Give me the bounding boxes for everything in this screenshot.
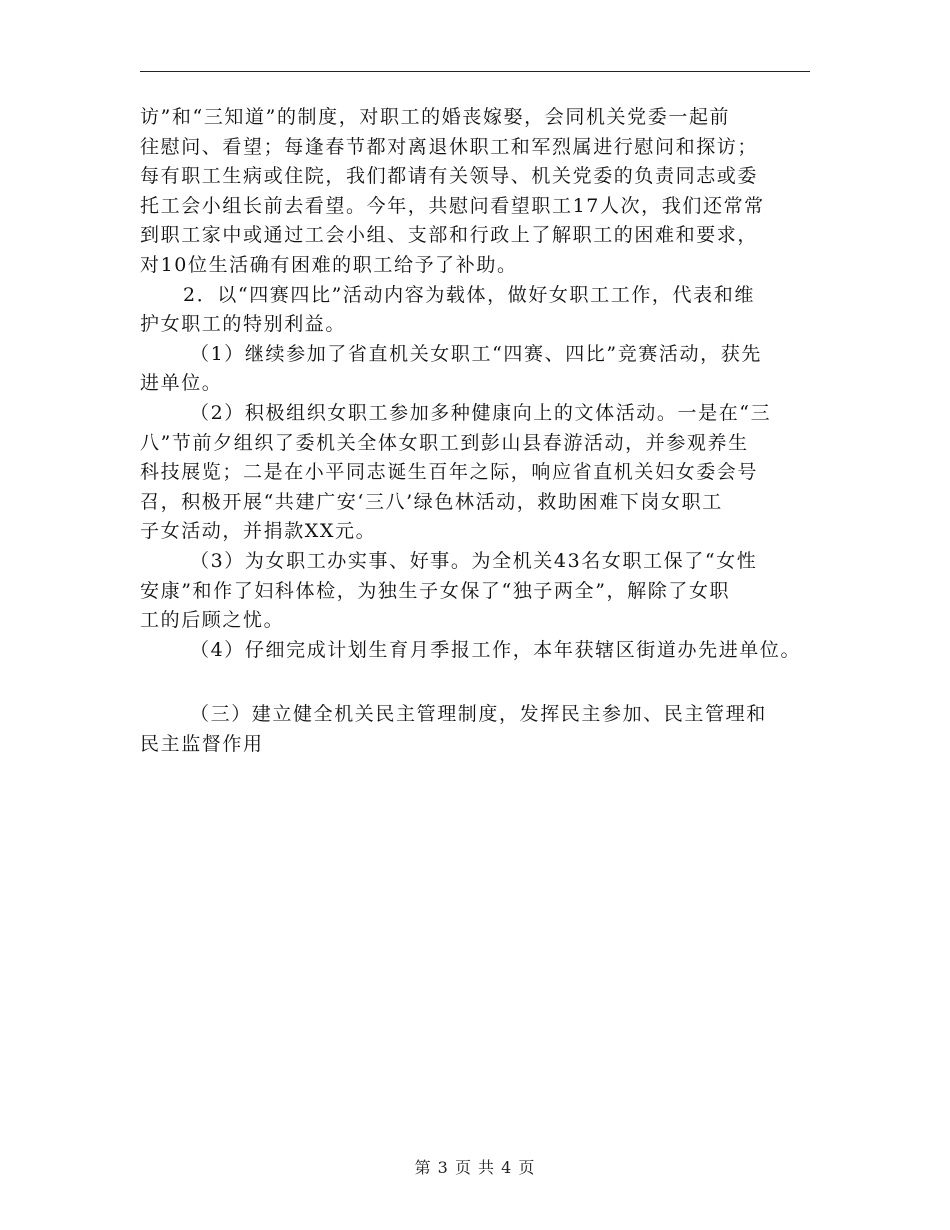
item-4-line: （4）仔细完成计划生育月季报工作，本年获辖区街道办先进单位。 <box>190 638 802 661</box>
paragraph-line: 托工会小组长前去看望。今年，共慰问看望职工17人次，我们还常常 <box>140 194 765 217</box>
item-3-line: 安康”和作了妇科体检，为独生子女保了“独子两全”，解除了女职 <box>140 579 731 602</box>
page-number: 第 3 页 共 4 页 <box>414 1158 536 1177</box>
section-2-heading-line: 护女职工的特别利益。 <box>140 313 347 336</box>
item-1-line: （1）继续参加了省直机关女职工“四赛、四比”竞赛活动，获先 <box>190 342 762 365</box>
body-text <box>140 103 830 759</box>
item-2-line: 八”节前夕组织了委机关全体女职工到彭山县春游活动，并参观养生 <box>140 431 749 454</box>
paragraph-line: 访”和“三知道”的制度，对职工的婚丧嫁娶，会同机关党委一起前 <box>140 106 731 128</box>
item-2-line: 科技展览；二是在小平同志诞生百年之际，响应省直机关妇女委会号 <box>140 461 759 484</box>
section-2-heading-line: 2．以“四赛四比”活动内容为载体，做好女职工工作，代表和维 <box>183 283 755 306</box>
item-2-line: 召，积极开展“共建广安‘三八’绿色林活动，救助困难下岗女职工 <box>140 490 723 513</box>
paragraph-line: 往慰问、看望；每逢春节都对离退休职工和军烈属进行慰问和探访； <box>140 135 759 158</box>
item-2-line: 子女活动，并捐款XX元。 <box>140 520 377 543</box>
item-3-line: 工的后顾之忧。 <box>140 609 285 632</box>
header-rule <box>140 71 810 72</box>
section-3-heading-line: 民主监督作用 <box>140 732 264 755</box>
item-1-line: 进单位。 <box>140 372 223 395</box>
section-3-heading-line: （三）建立健全机关民主管理制度，发挥民主参加、民主管理和 <box>190 703 767 726</box>
paragraph-line: 对10位生活确有困难的职工给予了补助。 <box>140 253 518 276</box>
paragraph-line: 到职工家中或通过工会小组、支部和行政上了解职工的困难和要求， <box>140 224 759 247</box>
item-2-line: （2）积极组织女职工参加多种健康向上的文体活动。一是在“三 <box>190 401 772 424</box>
paragraph-gap <box>140 665 830 700</box>
item-3-line: （3）为女职工办实事、好事。为全机关43名女职工保了“女性 <box>190 549 758 572</box>
paragraph-line: 每有职工生病或住院，我们都请有关领导、机关党委的负责同志或委 <box>140 165 759 188</box>
